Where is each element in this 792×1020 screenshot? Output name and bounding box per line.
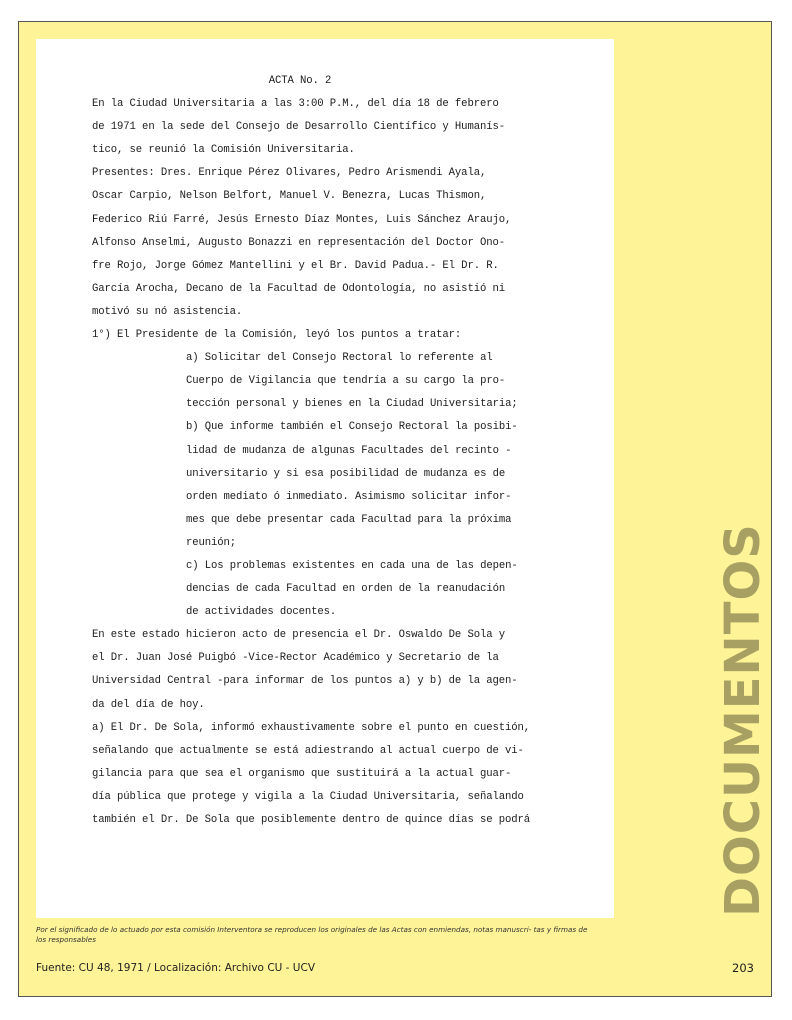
- document-line: Universidad Central -para informar de los puntos a) y b) de la agen-: [92, 675, 518, 688]
- document-line: día pública que protege y vigila a la Ciudad Universitaria, señalando: [92, 790, 524, 803]
- document-line: En este estado hicieron acto de presencia el Dr. Oswaldo De Sola y: [92, 629, 505, 642]
- page-number: 203: [732, 961, 754, 975]
- section-label: [712, 520, 774, 920]
- document-line: b) Que informe también el Consejo Rectoral la posibi-: [186, 421, 518, 434]
- document-line: tico, se reunió la Comisión Universitaria.: [92, 144, 355, 157]
- footnote: Por el significado de lo actuado por esta comisión Interventora se reproducen los originales de las Actas con enmiendas, notas manuscri- tas y firmas de los responsables: [36, 925, 588, 944]
- document-line: universitario y si esa posibilidad de mudanza es de: [186, 467, 506, 480]
- document-line: gilancia para que sea el organismo que sustituirá a la actual guar-: [92, 767, 512, 780]
- document-line: Oscar Carpio, Nelson Belfort, Manuel V. Benezra, Lucas Thismon,: [92, 190, 487, 203]
- document-line: dencias de cada Facultad en orden de la reanudación: [186, 583, 506, 596]
- section-label-text: DOCUMENTOS: [715, 523, 771, 917]
- document-line: Cuerpo de Vigilancia que tendría a su cargo la pro-: [186, 375, 506, 388]
- document-line: a) El Dr. De Sola, informó exhaustivamente sobre el punto en cuestión,: [92, 721, 531, 734]
- document-line: 1°) El Presidente de la Comisión, leyó los puntos a tratar:: [92, 329, 462, 342]
- document-line: de actividades docentes.: [186, 606, 337, 619]
- document-line: lidad de mudanza de algunas Facultades del recinto -: [186, 444, 512, 457]
- document-line: señalando que actualmente se está adiestrando al actual cuerpo de vi-: [92, 744, 524, 757]
- document-line: Presentes: Dres. Enrique Pérez Olivares, Pedro Arismendi Ayala,: [92, 167, 487, 180]
- document-line: motivó su nó asistencia.: [92, 305, 243, 318]
- document-line: el Dr. Juan José Puigbó -Vice-Rector Académico y Secretario de la: [92, 652, 499, 665]
- source-caption: Fuente: CU 48, 1971 / Localización: Archivo CU - UCV: [36, 962, 316, 974]
- document-line: ACTA No. 2: [268, 75, 332, 87]
- document-line: reunión;: [186, 536, 237, 549]
- document-line: En la Ciudad Universitaria a las 3:00 P.M., del día 18 de febrero: [92, 98, 499, 111]
- typed-text-body: [92, 70, 570, 832]
- document-line: mes que debe presentar cada Facultad para la próxima: [186, 513, 512, 526]
- document-line: c) Los problemas existentes en cada una de las depen-: [186, 559, 518, 572]
- document-line: a) Solicitar del Consejo Rectoral lo referente al: [186, 352, 493, 365]
- document-line: fre Rojo, Jorge Gómez Mantellini y el Br. David Padua.- El Dr. R.: [92, 259, 499, 272]
- document-line: de 1971 en la sede del Consejo de Desarrollo Científico y Humanís-: [92, 121, 505, 134]
- document-line: orden mediato ó inmediato. Asimismo solicitar infor-: [186, 490, 512, 503]
- document-line: García Arocha, Decano de la Facultad de Odontología, no asistió ni: [92, 282, 505, 295]
- document-line: tección personal y bienes en la Ciudad Universitaria;: [186, 398, 518, 411]
- document-line: da del día de hoy.: [92, 698, 205, 711]
- document-line: Federico Riú Farré, Jesús Ernesto Díaz Montes, Luis Sánchez Araujo,: [92, 213, 512, 226]
- document-line: también el Dr. De Sola que posiblemente dentro de quince días se podrá: [92, 814, 531, 826]
- document-line: Alfonso Anselmi, Augusto Bonazzi en representación del Doctor Ono-: [92, 236, 505, 249]
